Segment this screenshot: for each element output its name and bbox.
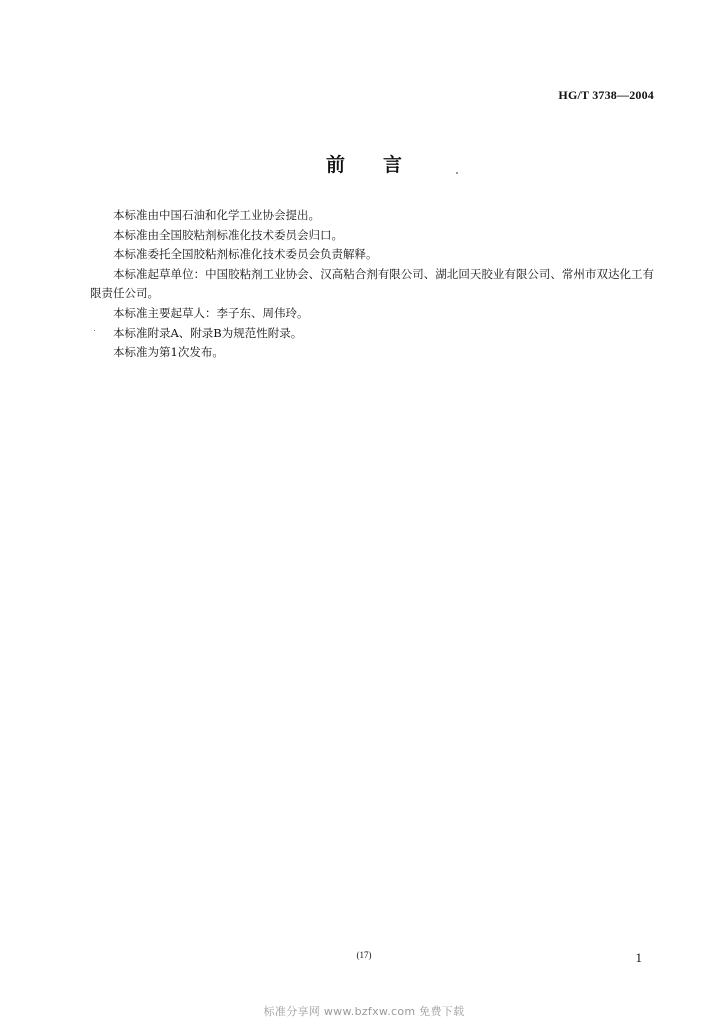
paragraph: 本标准委托全国胶粘剂标准化技术委员会负责解释。: [113, 247, 378, 262]
title-char-1: 前: [325, 154, 345, 176]
paragraph: 本标准附录A、附录B为规范性附录。: [113, 325, 303, 340]
foreword-body: [90, 206, 654, 363]
page-number: 1: [635, 950, 642, 965]
paragraph: 本标准由全国胶粘剂标准化技术委员会归口。: [113, 227, 343, 242]
footer-mark: (17): [356, 950, 372, 960]
paragraph: 本标准为第1次发布。: [113, 345, 224, 360]
scan-dot: [456, 172, 458, 174]
page-title: [0, 150, 728, 177]
standard-code: HG/T 3738—2004: [558, 88, 654, 102]
paragraph: 本标准起草单位：中国胶粘剂工业协会、汉高粘合剂有限公司、湖北回天胶业有限公司、常州市双达化工有限责任公司。: [90, 266, 654, 301]
paragraph: 本标准主要起草人：李子东、周伟玲。: [113, 305, 309, 320]
scan-dot: [94, 330, 95, 331]
title-char-2: 言: [383, 154, 403, 176]
paragraph: 本标准由中国石油和化学工业协会提出。: [113, 208, 320, 222]
watermark-text: 标准分享网 www.bzfxw.com 免费下载: [263, 1005, 465, 1018]
